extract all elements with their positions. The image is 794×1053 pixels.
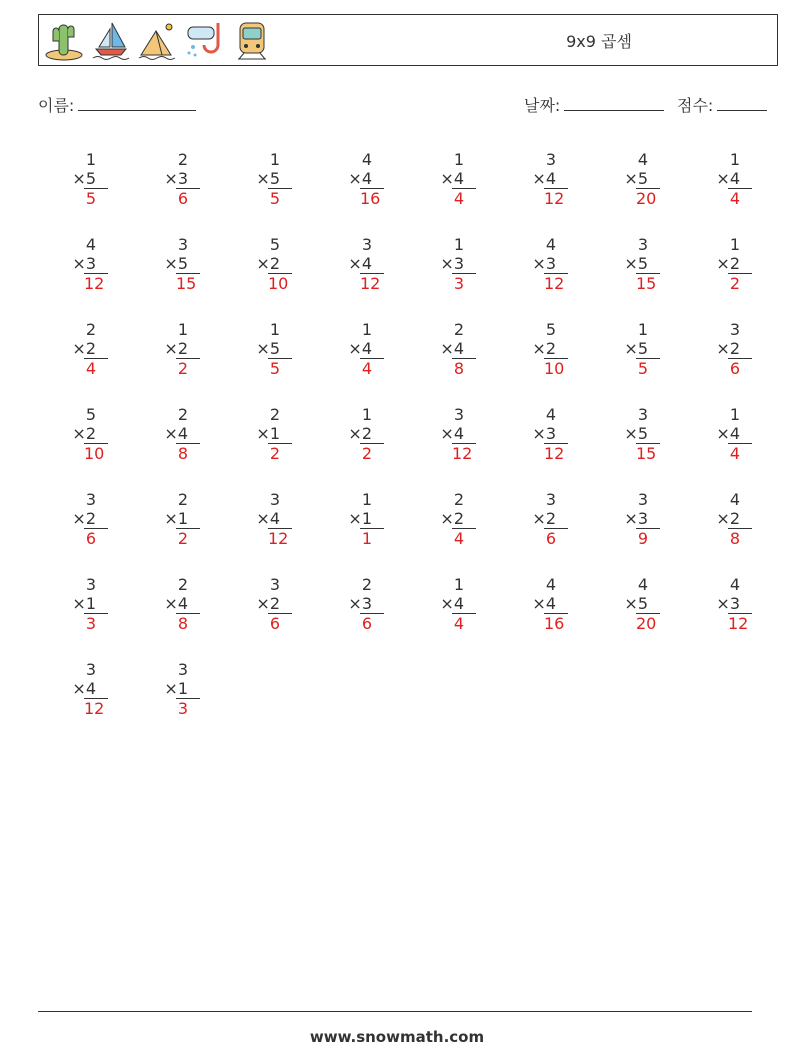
- problem-answer: 3: [176, 698, 200, 718]
- problem-multiplier: ×1: [164, 679, 188, 698]
- problem-item: [140, 235, 200, 293]
- problem-multiplicand: 4: [85, 235, 96, 254]
- problem-multiplicand: 4: [361, 150, 372, 169]
- problem-item: [140, 575, 200, 633]
- problem-answer: 6: [728, 358, 752, 378]
- problem-item: [416, 490, 476, 548]
- problem-multiplicand: 2: [361, 575, 372, 594]
- problem-multiplicand: 1: [177, 320, 188, 339]
- score-label: 점수:: [677, 96, 714, 115]
- problem-item: [692, 235, 752, 293]
- problem-answer: 9: [636, 528, 660, 548]
- problem-answer: 5: [636, 358, 660, 378]
- problem-answer: 16: [360, 188, 384, 208]
- problem-answer: 20: [636, 613, 660, 633]
- problem-multiplicand: 4: [729, 490, 740, 509]
- problem-multiplier: ×1: [164, 509, 188, 528]
- problem-multiplier: ×5: [256, 339, 280, 358]
- problem-multiplicand: 4: [637, 575, 648, 594]
- problem-multiplier: ×4: [348, 339, 372, 358]
- problem-answer: 15: [176, 273, 200, 293]
- problem-answer: 2: [360, 443, 384, 463]
- problem-multiplier: ×3: [716, 594, 740, 613]
- problem-multiplier: ×4: [532, 594, 556, 613]
- name-label: 이름:: [38, 96, 75, 115]
- problem-multiplicand: 4: [637, 150, 648, 169]
- problem-multiplier: ×2: [72, 424, 96, 443]
- problem-multiplier: ×2: [72, 339, 96, 358]
- problem-multiplier: ×3: [164, 169, 188, 188]
- problem-item: [324, 490, 384, 548]
- problem-item: [416, 235, 476, 293]
- problem-multiplicand: 2: [269, 405, 280, 424]
- problem-multiplicand: 3: [177, 235, 188, 254]
- problem-multiplier: ×5: [624, 594, 648, 613]
- problem-item: [600, 575, 660, 633]
- problem-multiplicand: 1: [269, 150, 280, 169]
- problem-multiplicand: 4: [545, 235, 556, 254]
- problem-multiplicand: 3: [85, 660, 96, 679]
- problem-multiplicand: 3: [637, 405, 648, 424]
- problem-answer: 6: [268, 613, 292, 633]
- problem-multiplier: ×5: [624, 254, 648, 273]
- problem-answer: 12: [360, 273, 384, 293]
- problem-item: [600, 490, 660, 548]
- problem-multiplier: ×4: [256, 509, 280, 528]
- problem-multiplicand: 3: [269, 490, 280, 509]
- problem-multiplier: ×3: [624, 509, 648, 528]
- problem-answer: 12: [544, 188, 568, 208]
- worksheet-header: [38, 14, 778, 66]
- problem-item: [692, 575, 752, 633]
- problem-multiplier: ×4: [348, 169, 372, 188]
- problem-answer: 4: [84, 358, 108, 378]
- problem-item: [416, 150, 476, 208]
- problem-item: [692, 405, 752, 463]
- problem-answer: 8: [452, 358, 476, 378]
- problem-multiplicand: 4: [545, 405, 556, 424]
- problem-multiplier: ×1: [256, 424, 280, 443]
- problem-answer: 2: [728, 273, 752, 293]
- cactus-icon: [44, 19, 84, 61]
- problem-item: [600, 150, 660, 208]
- problem-multiplicand: 4: [729, 575, 740, 594]
- problem-multiplier: ×2: [72, 509, 96, 528]
- problem-multiplier: ×3: [532, 424, 556, 443]
- problem-multiplicand: 5: [85, 405, 96, 424]
- problem-answer: 5: [268, 358, 292, 378]
- problem-item: [600, 320, 660, 378]
- problem-answer: 15: [636, 443, 660, 463]
- problem-multiplier: ×5: [624, 169, 648, 188]
- sailboat-icon: [91, 19, 131, 61]
- problem-multiplier: ×2: [348, 424, 372, 443]
- problem-answer: 12: [544, 273, 568, 293]
- problem-item: [48, 575, 108, 633]
- problem-item: [232, 490, 292, 548]
- problem-answer: 6: [360, 613, 384, 633]
- problem-multiplier: ×3: [348, 594, 372, 613]
- problem-answer: 12: [728, 613, 752, 633]
- problem-answer: 15: [636, 273, 660, 293]
- problem-multiplicand: 3: [85, 575, 96, 594]
- pyramid-icon: [138, 19, 178, 61]
- problem-answer: 4: [728, 188, 752, 208]
- date-field: [524, 93, 664, 116]
- problem-multiplicand: 2: [85, 320, 96, 339]
- problem-item: [508, 490, 568, 548]
- problem-multiplicand: 1: [361, 490, 372, 509]
- problem-multiplicand: 1: [729, 235, 740, 254]
- problem-multiplier: ×3: [440, 254, 464, 273]
- problem-answer: 8: [176, 443, 200, 463]
- problem-multiplier: ×4: [532, 169, 556, 188]
- problem-item: [508, 150, 568, 208]
- problem-multiplier: ×4: [440, 169, 464, 188]
- problem-multiplier: ×2: [716, 509, 740, 528]
- problem-item: [140, 320, 200, 378]
- problem-multiplier: ×4: [72, 679, 96, 698]
- problem-item: [416, 575, 476, 633]
- problem-item: [232, 320, 292, 378]
- problem-multiplicand: 5: [545, 320, 556, 339]
- problem-answer: 3: [452, 273, 476, 293]
- problem-item: [232, 405, 292, 463]
- problem-answer: 10: [544, 358, 568, 378]
- problem-item: [140, 490, 200, 548]
- problem-multiplicand: 1: [85, 150, 96, 169]
- problem-multiplicand: 1: [361, 405, 372, 424]
- problem-multiplicand: 3: [637, 235, 648, 254]
- problem-multiplicand: 1: [453, 575, 464, 594]
- problem-multiplier: ×1: [348, 509, 372, 528]
- problem-item: [692, 150, 752, 208]
- problem-item: [416, 405, 476, 463]
- problem-item: [48, 150, 108, 208]
- problem-multiplicand: 1: [269, 320, 280, 339]
- problem-multiplier: ×4: [164, 594, 188, 613]
- problem-item: [48, 660, 108, 718]
- problem-multiplier: ×4: [716, 169, 740, 188]
- problem-item: [324, 235, 384, 293]
- problem-answer: 12: [84, 698, 108, 718]
- problem-item: [232, 150, 292, 208]
- problem-multiplicand: 3: [361, 235, 372, 254]
- problem-item: [324, 150, 384, 208]
- problem-item: [600, 405, 660, 463]
- problem-multiplier: ×4: [440, 594, 464, 613]
- problem-multiplicand: 2: [177, 575, 188, 594]
- problem-multiplier: ×4: [348, 254, 372, 273]
- name-blank[interactable]: [78, 94, 196, 111]
- problem-item: [48, 405, 108, 463]
- problem-multiplier: ×4: [164, 424, 188, 443]
- problem-multiplicand: 3: [85, 490, 96, 509]
- problem-multiplicand: 2: [453, 490, 464, 509]
- page-title: 9x9 곱셈: [566, 32, 632, 51]
- problem-item: [324, 575, 384, 633]
- problem-answer: 12: [544, 443, 568, 463]
- problem-item: [48, 320, 108, 378]
- problem-multiplier: ×5: [72, 169, 96, 188]
- problem-item: [692, 320, 752, 378]
- problem-item: [48, 490, 108, 548]
- problem-multiplicand: 1: [729, 405, 740, 424]
- icon-strip: [44, 19, 272, 61]
- problem-answer: 8: [728, 528, 752, 548]
- train-icon: [232, 19, 272, 61]
- problem-multiplicand: 1: [729, 150, 740, 169]
- problem-answer: 8: [176, 613, 200, 633]
- problem-multiplicand: 3: [545, 150, 556, 169]
- problem-multiplier: ×2: [440, 509, 464, 528]
- score-field: [677, 93, 767, 116]
- problem-item: [508, 320, 568, 378]
- problem-item: [48, 235, 108, 293]
- problem-multiplier: ×5: [164, 254, 188, 273]
- problem-answer: 4: [452, 613, 476, 633]
- problem-multiplier: ×2: [164, 339, 188, 358]
- problem-multiplicand: 1: [637, 320, 648, 339]
- problem-multiplier: ×5: [624, 424, 648, 443]
- problem-multiplier: ×4: [440, 424, 464, 443]
- problem-answer: 4: [452, 528, 476, 548]
- problem-answer: 4: [360, 358, 384, 378]
- problem-multiplicand: 2: [177, 490, 188, 509]
- problem-answer: 2: [176, 358, 200, 378]
- problem-answer: 10: [84, 443, 108, 463]
- problem-item: [232, 235, 292, 293]
- problem-multiplier: ×2: [256, 594, 280, 613]
- problem-multiplicand: 1: [361, 320, 372, 339]
- problem-multiplier: ×2: [716, 254, 740, 273]
- problem-answer: 12: [268, 528, 292, 548]
- problem-answer: 2: [268, 443, 292, 463]
- footer-site: www.snowmath.com: [309, 1028, 485, 1046]
- problem-item: [508, 235, 568, 293]
- problem-item: [600, 235, 660, 293]
- problem-multiplicand: 3: [637, 490, 648, 509]
- problem-answer: 5: [84, 188, 108, 208]
- problem-answer: 10: [268, 273, 292, 293]
- problem-multiplier: ×1: [72, 594, 96, 613]
- problem-item: [324, 320, 384, 378]
- problem-multiplicand: 2: [177, 405, 188, 424]
- problem-multiplier: ×2: [716, 339, 740, 358]
- problem-answer: 6: [544, 528, 568, 548]
- problem-multiplicand: 1: [453, 235, 464, 254]
- problem-item: [324, 405, 384, 463]
- problem-item: [140, 660, 200, 718]
- problem-answer: 4: [728, 443, 752, 463]
- date-label: 날짜:: [524, 96, 561, 115]
- problem-item: [508, 405, 568, 463]
- problem-multiplier: ×2: [532, 509, 556, 528]
- problem-multiplicand: 1: [453, 150, 464, 169]
- problem-answer: 12: [452, 443, 476, 463]
- problem-answer: 2: [176, 528, 200, 548]
- problem-multiplicand: 3: [453, 405, 464, 424]
- problem-multiplicand: 3: [269, 575, 280, 594]
- date-blank[interactable]: [564, 94, 664, 111]
- problem-answer: 3: [84, 613, 108, 633]
- problem-multiplier: ×5: [624, 339, 648, 358]
- problem-answer: 12: [84, 273, 108, 293]
- problem-item: [508, 575, 568, 633]
- problem-multiplicand: 5: [269, 235, 280, 254]
- problem-answer: 4: [452, 188, 476, 208]
- problem-multiplier: ×4: [440, 339, 464, 358]
- problem-item: [416, 320, 476, 378]
- problem-multiplier: ×3: [72, 254, 96, 273]
- problem-multiplier: ×2: [532, 339, 556, 358]
- problem-item: [140, 405, 200, 463]
- name-field: [38, 93, 196, 116]
- problem-multiplier: ×2: [256, 254, 280, 273]
- problem-multiplicand: 3: [177, 660, 188, 679]
- problem-item: [692, 490, 752, 548]
- problem-answer: 6: [84, 528, 108, 548]
- snorkel-icon: [185, 19, 225, 61]
- score-blank[interactable]: [717, 94, 767, 111]
- problem-answer: 6: [176, 188, 200, 208]
- problem-item: [140, 150, 200, 208]
- problem-multiplier: ×5: [256, 169, 280, 188]
- problem-multiplicand: 3: [729, 320, 740, 339]
- problem-answer: 20: [636, 188, 660, 208]
- problem-multiplier: ×3: [532, 254, 556, 273]
- problem-multiplier: ×4: [716, 424, 740, 443]
- problem-multiplicand: 3: [545, 490, 556, 509]
- problem-answer: 16: [544, 613, 568, 633]
- problem-multiplicand: 4: [545, 575, 556, 594]
- problem-item: [232, 575, 292, 633]
- footer-divider: [38, 1011, 752, 1012]
- problem-answer: 5: [268, 188, 292, 208]
- problem-multiplicand: 2: [453, 320, 464, 339]
- problem-multiplicand: 2: [177, 150, 188, 169]
- problem-answer: 1: [360, 528, 384, 548]
